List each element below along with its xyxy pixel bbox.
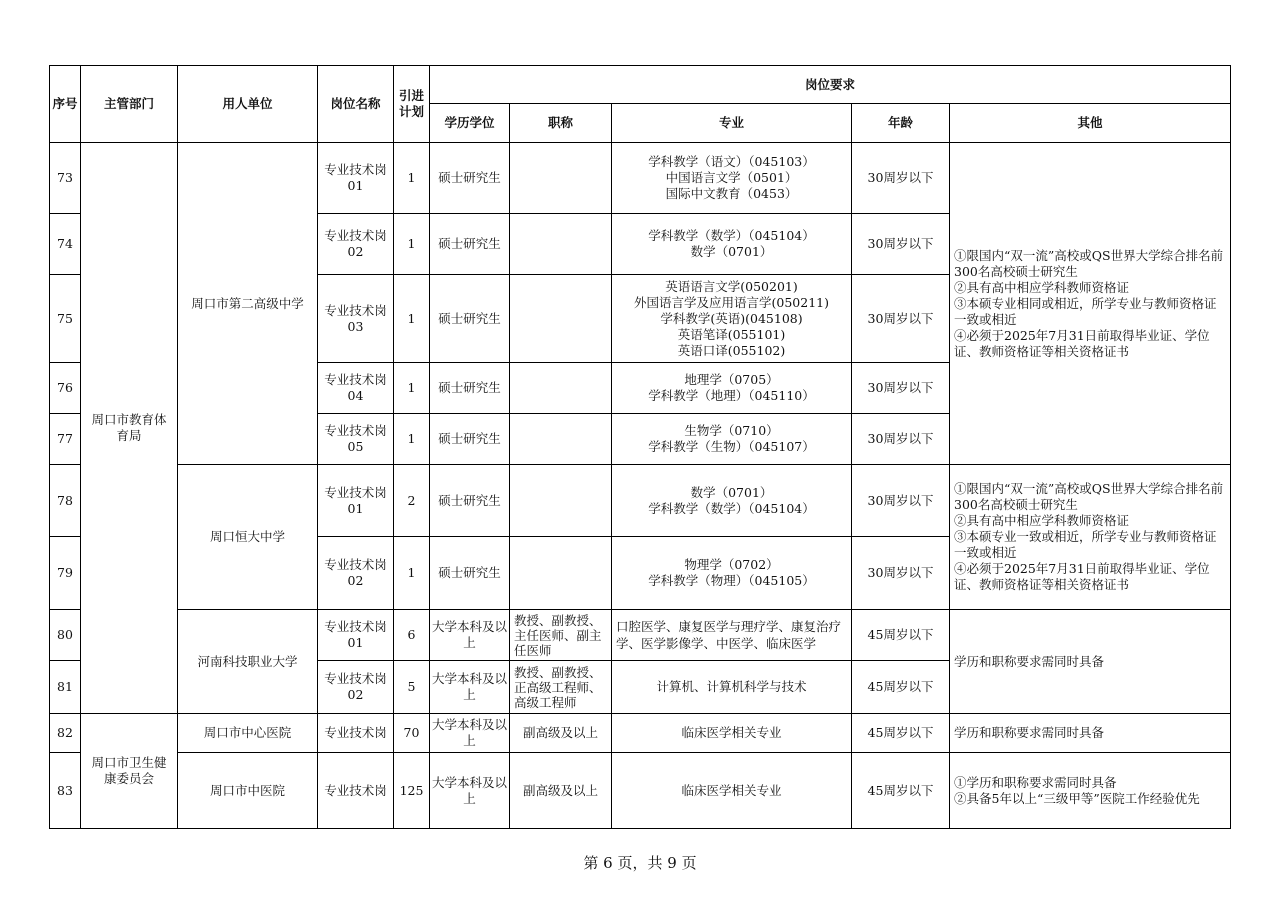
seq-cell: 81 xyxy=(50,661,81,714)
major-line: 学科教学（语文）（045103） xyxy=(648,154,815,169)
table-row xyxy=(50,610,1231,661)
plan-cell: 1 xyxy=(394,363,430,414)
major-line: 中国语言文学（0501） xyxy=(665,170,798,185)
page-footer: 第 6 页，共 9 页 xyxy=(583,854,697,872)
other-line: ④必须于2025年7月31日前取得毕业证、学位证、教师资格证等相关资格证书 xyxy=(954,327,1210,359)
major-line: 英语笔译(055101) xyxy=(677,326,786,342)
other-line: ②具有高中相应学科教师资格证 xyxy=(954,513,1130,528)
seq-cell: 75 xyxy=(50,275,81,363)
major-line: 外国语言学及应用语言学(050211) xyxy=(634,294,829,310)
seq-cell: 82 xyxy=(50,714,81,753)
edu-cell: 硕士研究生 xyxy=(430,414,510,465)
major-cell: 临床医学相关专业 xyxy=(612,753,852,829)
other-line: ①学历和职称要求需同时具备 xyxy=(954,774,1117,790)
title-cell: 教授、副教授、正高级工程师、高级工程师 xyxy=(510,661,612,714)
seq-cell: 83 xyxy=(50,753,81,829)
plan-cell: 2 xyxy=(394,465,430,537)
age-cell: 30周岁以下 xyxy=(852,275,950,363)
post-cell: 专业技术岗 xyxy=(318,714,394,753)
dept-cell: 周口市教育体育局 xyxy=(81,143,178,714)
title-cell: 副高级及以上 xyxy=(510,714,612,753)
seq-cell: 73 xyxy=(50,143,81,214)
major-line: 地理学（0705） xyxy=(684,372,779,387)
header-unit: 用人单位 xyxy=(178,66,318,143)
major-cell xyxy=(612,465,852,537)
seq-cell: 77 xyxy=(50,414,81,465)
seq-cell: 76 xyxy=(50,363,81,414)
major-cell: 口腔医学、康复医学与理疗学、康复治疗学、医学影像学、中医学、临床医学 xyxy=(612,610,852,661)
header-age: 年龄 xyxy=(852,104,950,143)
post-cell: 专业技术岗02 xyxy=(318,214,394,275)
major-cell xyxy=(612,143,852,214)
major-line: 学科教学（物理）（045105） xyxy=(648,573,815,588)
other-cell xyxy=(950,465,1231,610)
other-line: ②具备5年以上“三级甲等”医院工作经验优先 xyxy=(954,790,1200,806)
age-cell: 45周岁以下 xyxy=(852,661,950,714)
major-line: 学科教学（生物）（045107） xyxy=(648,439,815,454)
major-cell xyxy=(612,414,852,465)
edu-cell: 硕士研究生 xyxy=(430,275,510,363)
major-line: 学科教学（数学）（045104） xyxy=(648,500,815,516)
title-cell: 副高级及以上 xyxy=(510,753,612,829)
seq-cell: 78 xyxy=(50,465,81,537)
plan-cell: 1 xyxy=(394,537,430,610)
major-cell xyxy=(612,363,852,414)
title-cell xyxy=(510,214,612,275)
age-cell: 45周岁以下 xyxy=(852,610,950,661)
major-line: 国际中文教育（0453） xyxy=(665,186,798,201)
age-cell: 45周岁以下 xyxy=(852,714,950,753)
plan-cell: 1 xyxy=(394,143,430,214)
age-cell: 30周岁以下 xyxy=(852,143,950,214)
edu-cell: 硕士研究生 xyxy=(430,537,510,610)
header-post: 岗位名称 xyxy=(318,66,394,143)
dept-cell: 周口市卫生健康委员会 xyxy=(81,714,178,829)
post-cell: 专业技术岗01 xyxy=(318,465,394,537)
other-line: ①限国内“双一流”高校或QS世界大学综合排名前300名高校硕士研究生 xyxy=(954,247,1224,279)
title-cell xyxy=(510,537,612,610)
other-cell: 学历和职称要求需同时具备 xyxy=(950,714,1231,753)
age-cell: 30周岁以下 xyxy=(852,465,950,537)
title-cell xyxy=(510,414,612,465)
header-edu: 学历学位 xyxy=(430,104,510,143)
other-line: ②具有高中相应学科教师资格证 xyxy=(954,279,1130,295)
major-line: 英语语言文学(050201) xyxy=(665,278,798,294)
seq-cell: 74 xyxy=(50,214,81,275)
header-requirements: 岗位要求 xyxy=(430,66,1231,104)
major-cell: 计算机、计算机科学与技术 xyxy=(612,661,852,714)
age-cell: 30周岁以下 xyxy=(852,363,950,414)
header-major: 专业 xyxy=(612,104,852,143)
major-line: 生物学（0710） xyxy=(684,423,779,438)
other-line: ③本硕专业一致或相近，所学专业与教师资格证一致或相近 xyxy=(954,529,1217,560)
edu-cell: 大学本科及以上 xyxy=(430,610,510,661)
other-line: ③本硕专业相同或相近，所学专业与教师资格证一致或相近 xyxy=(954,295,1217,327)
other-line: ④必须于2025年7月31日前取得毕业证、学位证、教师资格证等相关资格证书 xyxy=(954,561,1210,592)
major-line: 学科教学（数学）（045104） xyxy=(648,228,815,243)
major-line: 学科教学(英语)(045108) xyxy=(660,310,803,326)
title-cell xyxy=(510,363,612,414)
unit-cell: 周口市中医院 xyxy=(178,753,318,829)
edu-cell: 大学本科及以上 xyxy=(430,714,510,753)
post-cell: 专业技术岗02 xyxy=(318,661,394,714)
post-cell: 专业技术岗 xyxy=(318,753,394,829)
title-cell xyxy=(510,143,612,214)
post-cell: 专业技术岗01 xyxy=(318,143,394,214)
header-dept: 主管部门 xyxy=(81,66,178,143)
age-cell: 45周岁以下 xyxy=(852,753,950,829)
age-cell: 30周岁以下 xyxy=(852,214,950,275)
header-title: 职称 xyxy=(510,104,612,143)
major-line: 数学（0701） xyxy=(690,484,773,500)
plan-cell: 1 xyxy=(394,275,430,363)
edu-cell: 硕士研究生 xyxy=(430,465,510,537)
plan-cell: 5 xyxy=(394,661,430,714)
major-cell xyxy=(612,537,852,610)
major-line: 英语口译(055102) xyxy=(677,342,786,358)
unit-cell: 周口市中心医院 xyxy=(178,714,318,753)
header-other: 其他 xyxy=(950,104,1231,143)
header-seq: 序号 xyxy=(50,66,81,143)
edu-cell: 硕士研究生 xyxy=(430,143,510,214)
age-cell: 30周岁以下 xyxy=(852,414,950,465)
post-cell: 专业技术岗02 xyxy=(318,537,394,610)
recruitment-table xyxy=(49,65,1231,829)
major-cell xyxy=(612,275,852,363)
seq-cell: 80 xyxy=(50,610,81,661)
major-cell xyxy=(612,214,852,275)
major-cell: 临床医学相关专业 xyxy=(612,714,852,753)
other-line: ①限国内“双一流”高校或QS世界大学综合排名前300名高校硕士研究生 xyxy=(954,481,1224,512)
age-cell: 30周岁以下 xyxy=(852,537,950,610)
edu-cell: 硕士研究生 xyxy=(430,214,510,275)
major-line: 学科教学（地理）（045110） xyxy=(648,388,815,403)
unit-cell: 周口市第二高级中学 xyxy=(178,143,318,465)
edu-cell: 大学本科及以上 xyxy=(430,753,510,829)
title-cell: 教授、副教授、主任医师、副主任医师 xyxy=(510,610,612,661)
unit-cell: 河南科技职业大学 xyxy=(178,610,318,714)
table-row xyxy=(50,753,1231,829)
title-cell xyxy=(510,275,612,363)
plan-cell: 1 xyxy=(394,414,430,465)
unit-cell: 周口恒大中学 xyxy=(178,465,318,610)
other-cell xyxy=(950,753,1231,829)
plan-cell: 1 xyxy=(394,214,430,275)
other-cell xyxy=(950,143,1231,465)
table-row xyxy=(50,465,1231,537)
post-cell: 专业技术岗03 xyxy=(318,275,394,363)
other-cell: 学历和职称要求需同时具备 xyxy=(950,610,1231,714)
plan-cell: 6 xyxy=(394,610,430,661)
plan-cell: 70 xyxy=(394,714,430,753)
table-row xyxy=(50,714,1231,753)
edu-cell: 大学本科及以上 xyxy=(430,661,510,714)
title-cell xyxy=(510,465,612,537)
post-cell: 专业技术岗01 xyxy=(318,610,394,661)
major-line: 物理学（0702） xyxy=(684,557,779,572)
post-cell: 专业技术岗05 xyxy=(318,414,394,465)
post-cell: 专业技术岗04 xyxy=(318,363,394,414)
table-row xyxy=(50,143,1231,214)
header-plan: 引进计划 xyxy=(394,66,430,143)
seq-cell: 79 xyxy=(50,537,81,610)
major-line: 数学（0701） xyxy=(690,244,773,259)
edu-cell: 硕士研究生 xyxy=(430,363,510,414)
plan-cell: 125 xyxy=(394,753,430,829)
